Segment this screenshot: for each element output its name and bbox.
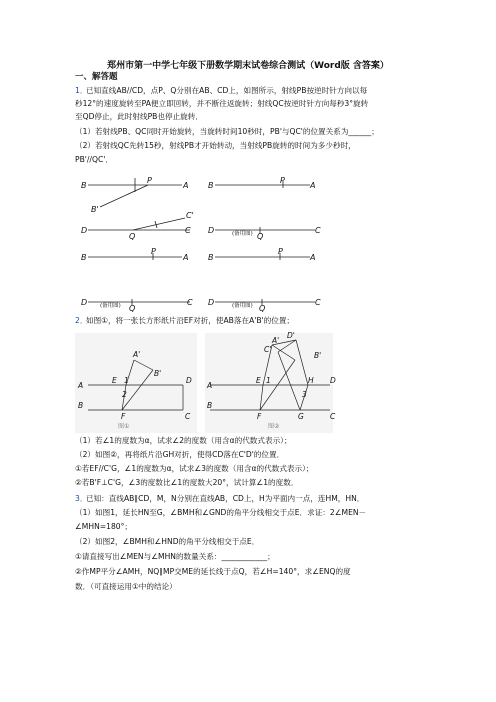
q3-sub5: ②作MP平分∠AMH，NQ∥MP交ME的延长线于点Q，若∠H=140°，求∠ENQ的度: [75, 567, 351, 576]
fig2-label-g: G: [298, 412, 304, 421]
page-title: 郑州市第一中学七年级下册数学期末试卷综合测试（Word版 含答案）: [107, 61, 389, 71]
fig2-label-1: 1: [266, 376, 271, 385]
label-q-4: Q: [259, 304, 266, 313]
label-a-2: A: [310, 181, 316, 190]
label-p-3: P: [151, 247, 156, 256]
fig2-label-b-prime: B': [314, 351, 322, 360]
q2-sub1: （1）若∠1的度数为α，试求∠2的度数（用含α的代数式表示）；: [75, 436, 292, 445]
fig1-label-b-prime: B': [154, 369, 162, 378]
q1-line1: 已知直线AB//CD，点P、Q分别在AB、CD上，如图所示，射线PB按逆时针方向以每: [86, 86, 368, 95]
fig2-label-e: E: [256, 376, 261, 385]
spare-caption-3: (备用图): [100, 303, 121, 309]
label-b-4: B: [208, 253, 214, 262]
label-q-3: Q: [129, 304, 136, 313]
q1-sub3: PB'//QC'．: [75, 155, 113, 164]
fig2-label-3: 3: [302, 390, 307, 399]
label-q-2: Q: [257, 232, 264, 241]
fig2-label-b: B: [207, 401, 213, 410]
label-d-3: D: [81, 298, 88, 307]
q3-sub1: （1）如图1，延长HN至G，∠BMH和∠GND的角平分线相交于点E．求证：2∠MEN－: [75, 508, 367, 517]
fig1-label-d: D: [186, 376, 192, 385]
fig1-label-e: E: [112, 376, 117, 385]
q1-sub2: （2）若射线QC先转15秒，射线PB才开始转动，当射线PB旋转的时间为多少秒时，: [75, 141, 356, 150]
fig1-label-a: A: [78, 381, 84, 390]
label-a-4: A: [310, 253, 316, 262]
q1-line2: 秒12°的速度旋转至PA便立即回转，并不断往返旋转；射线QC按逆时针方向每秒3°旋转: [75, 99, 369, 108]
q1-sub1: （1）若射线PB、QC同时开始旋转，当旋转时间10秒时，PB'与QC'的位置关系为______；: [75, 127, 379, 136]
fig2-label-f: F: [257, 412, 262, 421]
label-d-4: D: [208, 298, 215, 307]
fig1-label-b: B: [78, 401, 84, 410]
fig2-label-c-prime: C': [264, 345, 272, 354]
label-c: C: [185, 226, 191, 235]
label-p-4: P: [278, 247, 283, 256]
fig2-label-d-prime: D': [287, 331, 295, 340]
q3-sub3: （2）如图2，∠BMH和∠HND的角平分线相交于点E．: [75, 537, 260, 546]
fig1-label-c: C: [185, 412, 191, 421]
section-heading: 一、解答题: [75, 72, 118, 82]
label-b-2: B: [208, 181, 214, 190]
label-d-2: D: [208, 226, 215, 235]
fig2-caption: 图②: [268, 423, 280, 430]
label-d: D: [81, 226, 88, 235]
fig1-caption: 图①: [118, 423, 130, 430]
label-b: B: [81, 181, 87, 190]
label-b-3: B: [81, 253, 87, 262]
label-b-prime: B': [91, 205, 99, 214]
label-q: Q: [129, 232, 136, 241]
q3-sub4: ①请直接写出∠MEN与∠MHN的数量关系：____________；: [75, 552, 275, 561]
fig1-label-a-prime: A': [133, 350, 141, 359]
fig1-label-2: 2: [122, 390, 127, 399]
fig2-label-d: D: [330, 376, 336, 385]
label-c-4: C: [315, 298, 321, 307]
q1-line3: 至QD停止，此时射线PB也停止旋转．: [75, 112, 203, 121]
q2-sub2: （2）如图②，再将纸片沿GH对折，使得CD落在C'D'的位置．: [75, 450, 285, 459]
q3-sub6: 数．（可直接运用①中的结论）: [75, 582, 177, 591]
q1-number: 1．: [75, 86, 88, 95]
q3-number: 3．: [75, 494, 88, 503]
fig1-label-1: 1: [124, 376, 129, 385]
label-a: A: [183, 181, 189, 190]
fig2-label-a: A: [207, 381, 213, 390]
q3-line1: 已知：直线AB∥CD，M，N分别在直线AB，CD上，H为平面内一点，连HM，HN．: [86, 494, 365, 503]
label-c-2: C: [315, 226, 321, 235]
spare-caption-4: (备用图): [232, 303, 253, 309]
q2-sub4: ②若B'F⊥C'G，∠3的度数比∠1的度数大20°，试计算∠1的度数．: [75, 478, 299, 487]
label-p-2: P: [280, 176, 285, 185]
fig1-label-f: F: [121, 412, 126, 421]
label-a-3: A: [183, 253, 189, 262]
spare-caption-2: (备用图): [232, 231, 253, 237]
fig2-label-h: H: [308, 376, 314, 385]
label-p: P: [147, 176, 152, 185]
fig2-label-a-prime: A': [272, 336, 280, 345]
q3-sub2: ∠MHN=180°；: [75, 522, 132, 531]
fig2-label-c: C: [330, 412, 336, 421]
q2-line1: 如图①，将一张长方形纸片沿EF对折，使AB落在A'B'的位置；: [86, 316, 295, 325]
q2-sub3: ①若EF//C'G，∠1的度数为α，试求∠3的度数（用含α的代数式表示）；: [75, 464, 314, 473]
label-c-prime: C': [186, 211, 194, 220]
label-c-3: C: [187, 298, 193, 307]
q2-number: 2．: [75, 316, 88, 325]
